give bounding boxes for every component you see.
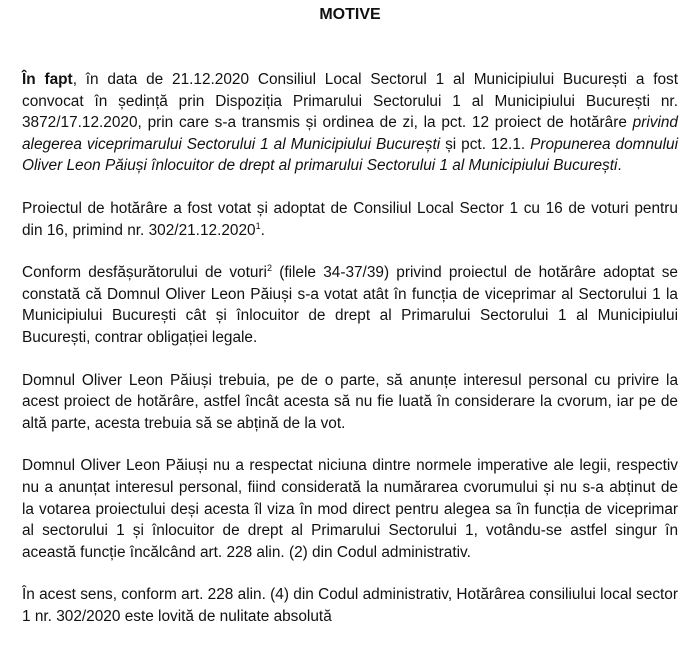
paragraph-lead: În fapt	[22, 71, 73, 88]
paragraph-text: .	[617, 157, 622, 175]
paragraph-text: .	[260, 221, 265, 239]
paragraph-obligation: Domnul Oliver Leon Păiuși trebuia, pe de o parte, să anunțe interesul personal cu privire la acest proiect de hotărâre, astfel încât acesta să nu fie luată în considerare la cvorum, iar pe de altă parte, acesta trebuia să se abțină de la vot.	[22, 371, 678, 432]
paragraph-conclusion: În acest sens, conform art. 228 alin. (4) din Codul administrativ, Hotărârea consiliului local sector 1 nr. 302/2020 este lovită de nulitate absolută	[22, 586, 678, 625]
paragraph-text: Conform desfășurătorului de voturi	[22, 264, 267, 282]
footnote-ref: 1	[255, 220, 261, 231]
paragraph-violation: Domnul Oliver Leon Păiuși nu a respectat niciuna dintre normele imperative ale legii, respectiv nu a anunțat interesul personal, fiind considerată la numărarea cvorumului și nu s-a abținut de la votarea proiectului deși acesta îl viza în mod direct pentru alegea sa în funcția de viceprimar al sectorului 1 și înlocuitor de drept al Primarului Sectorului 1, votându-se astfel singur în această funcție încălcând art. 228 alin. (2) din Codul administrativ.	[22, 457, 678, 561]
paragraph-text: și pct. 12.1.	[440, 135, 531, 153]
paragraph-vote-record	[22, 262, 678, 348]
paragraph-text: Proiectul de hotărâre a fost votat și adoptat de Consiliul Local Sector 1 cu 16 de voturi pentru din 16, primind nr. 302/21.12.2020	[22, 199, 678, 239]
document-title: MOTIVE	[319, 6, 381, 23]
paragraph-vote-result	[22, 198, 678, 241]
footnote-ref: 2	[266, 263, 272, 274]
paragraph-text: (filele 34-37/39) privind proiectul de hotărâre adoptat se constată că Domnul Oliver Leon Păiuși s-a votat atât în funcția de viceprimar al Sectorului 1 la Municipiului București cât și înlocuitor de drept al Primarului Sectorului 1 al Municipiului București, contrar obligației legale.	[22, 264, 678, 346]
paragraph-italic: Propunerea domnului Oliver Leon Păiuși înlocuitor de drept al primarului Sectorului 1 al Municipiului București	[22, 135, 678, 175]
paragraph-italic: privind alegerea viceprimarului Sectorului 1 al Municipiului București	[22, 114, 678, 153]
paragraph-facts	[22, 69, 678, 177]
paragraph-text: , în data de 21.12.2020 Consiliul Local Sectorul 1 al Municipiului București a fost convocat în ședință prin Dispoziția Primarului Sectorului 1 al Municipiului București nr. 3872/17.12.2020, prin care s-a transmis și ordinea de zi, la pct. 12 proiect de hotărâre	[22, 71, 678, 132]
